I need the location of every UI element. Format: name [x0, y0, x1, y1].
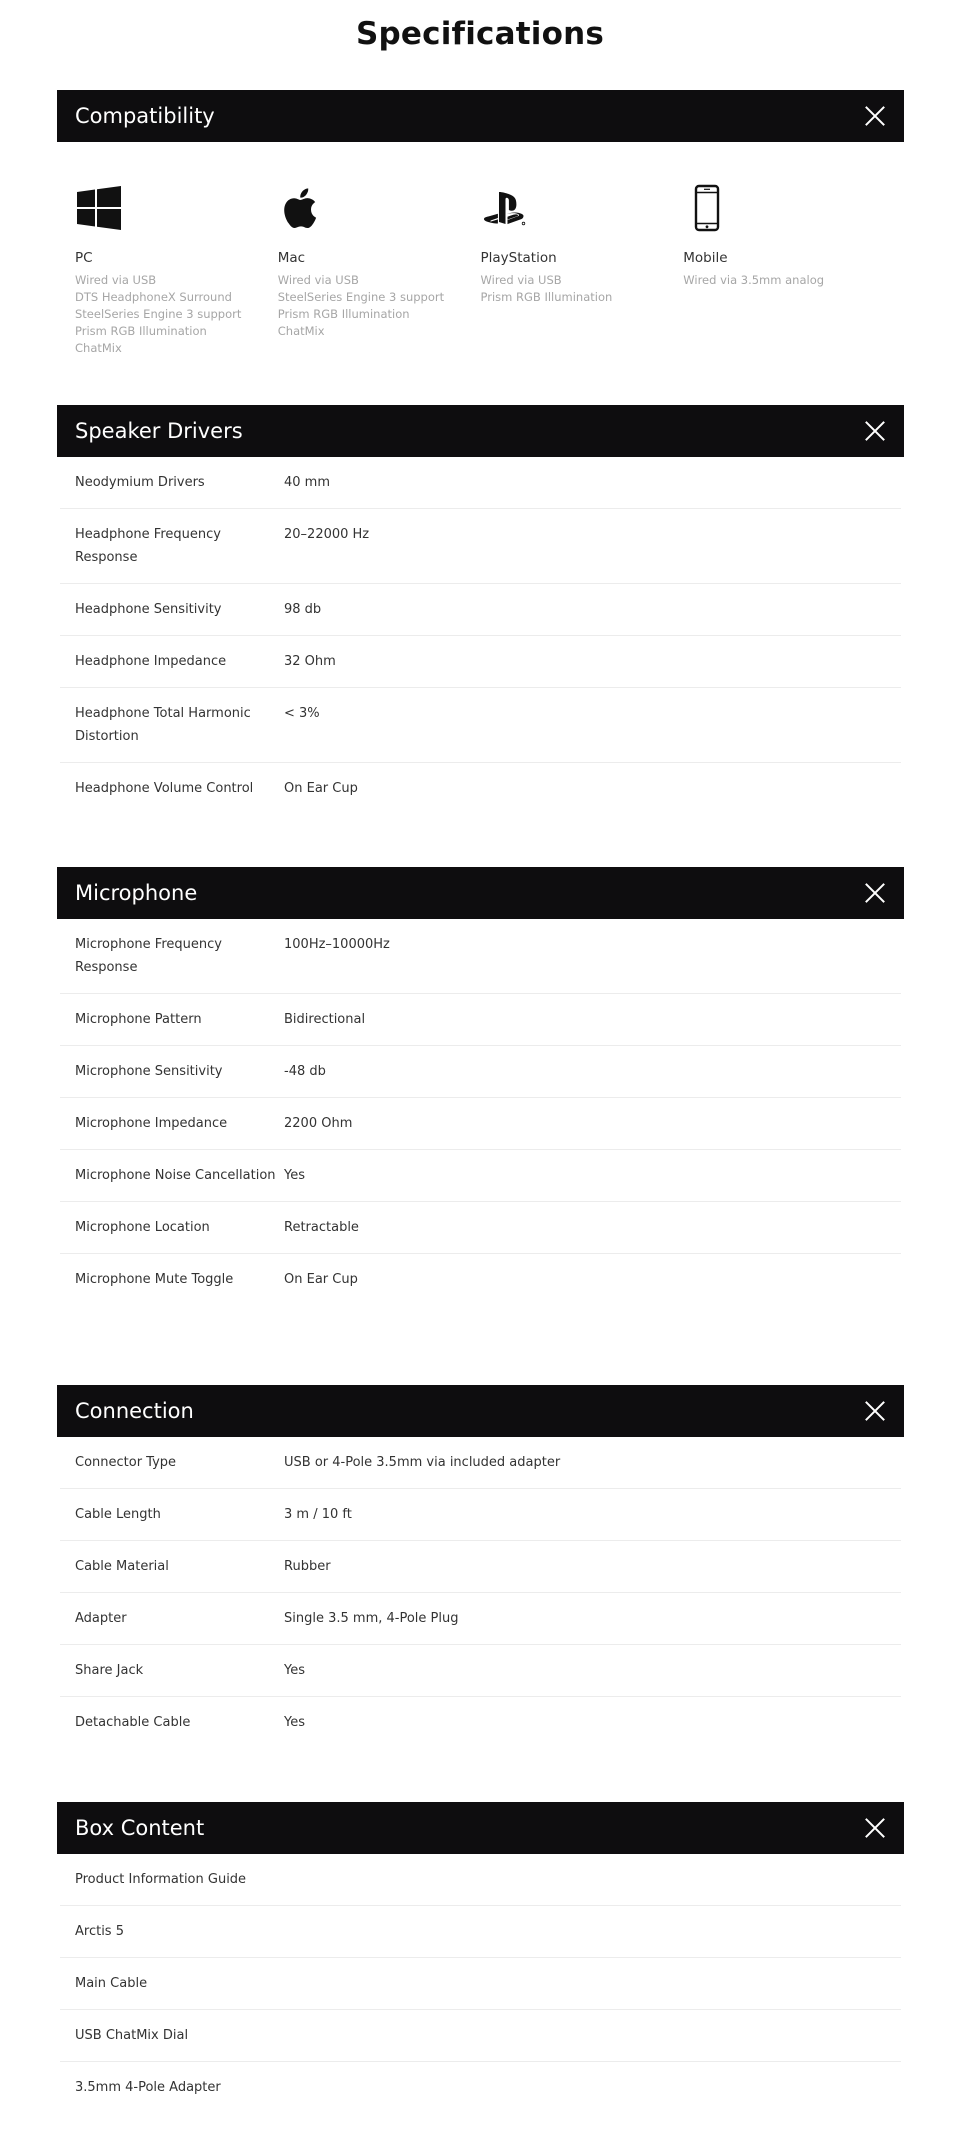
- table-row: [60, 763, 901, 814]
- platform-feature: ChatMix: [75, 341, 122, 355]
- compatibility-section: [57, 90, 904, 357]
- close-icon[interactable]: [864, 420, 886, 442]
- platform-feature: DTS HeadphoneX Surround: [75, 290, 232, 304]
- table-row: [60, 1645, 901, 1697]
- platform-feature: Wired via USB: [480, 273, 562, 287]
- speaker-drivers-section: [57, 405, 904, 814]
- box-item-label: USB ChatMix Dial: [75, 2028, 189, 2043]
- close-icon[interactable]: [864, 882, 886, 904]
- platform-name: Mobile: [683, 250, 728, 266]
- close-icon[interactable]: [864, 105, 886, 127]
- table-row: [60, 1202, 901, 1254]
- spec-label: Headphone Volume Control: [75, 781, 254, 796]
- table-row: [60, 1046, 901, 1098]
- microphone-table: [60, 919, 901, 1305]
- playstation-icon: [481, 184, 529, 232]
- list-item: [60, 1906, 901, 1958]
- platform-playstation: [481, 184, 684, 357]
- table-row: [60, 1437, 901, 1489]
- platform-pc: [75, 184, 278, 357]
- spec-value: Yes: [284, 1663, 305, 1678]
- spec-label: Microphone Sensitivity: [75, 1064, 223, 1079]
- box-item-label: Arctis 5: [75, 1924, 124, 1939]
- spec-value: Retractable: [284, 1220, 359, 1235]
- spec-label: Microphone Location: [75, 1220, 210, 1235]
- platform-feature: Prism RGB Illumination: [75, 324, 207, 338]
- box-item-label: Main Cable: [75, 1976, 148, 1991]
- spec-value: < 3%: [284, 706, 320, 721]
- platform-mobile: [683, 184, 886, 357]
- table-row: [60, 636, 901, 688]
- spec-label: Share Jack: [75, 1663, 144, 1678]
- spec-label: Neodymium Drivers: [75, 475, 205, 490]
- box-item-label: Product Information Guide: [75, 1872, 247, 1887]
- spec-label: Headphone Sensitivity: [75, 602, 222, 617]
- platform-name: PC: [75, 250, 93, 266]
- spec-value: 3 m / 10 ft: [284, 1507, 352, 1522]
- list-item: [60, 1958, 901, 2010]
- spec-label: Microphone Impedance: [75, 1116, 228, 1131]
- platform-feature: SteelSeries Engine 3 support: [75, 307, 242, 321]
- spec-label: Cable Length: [75, 1507, 161, 1522]
- compatibility-header[interactable]: [57, 90, 904, 142]
- page-title: Specifications: [355, 16, 604, 52]
- platform-name: PlayStation: [480, 250, 557, 266]
- connection-header[interactable]: [57, 1385, 904, 1437]
- table-row: [60, 1541, 901, 1593]
- speaker-drivers-header[interactable]: [57, 405, 904, 457]
- platform-feature: Wired via USB: [277, 273, 359, 287]
- table-row: [60, 584, 901, 636]
- connection-title: Connection: [75, 1399, 194, 1423]
- box-content-title: Box Content: [75, 1816, 205, 1840]
- box-content-section: [57, 1802, 904, 2113]
- platform-name: Mac: [277, 250, 306, 266]
- table-row: [60, 1254, 901, 1305]
- list-item: [60, 2062, 901, 2113]
- spec-label: Adapter: [75, 1611, 127, 1626]
- list-item: [60, 2010, 901, 2062]
- box-item-label: 3.5mm 4-Pole Adapter: [75, 2080, 221, 2095]
- apple-icon: [278, 184, 326, 232]
- platform-feature: Wired via USB: [75, 273, 157, 287]
- spec-value: 40 mm: [284, 475, 331, 490]
- table-row: [60, 1697, 901, 1748]
- spec-label: Headphone Frequency Response: [75, 527, 221, 565]
- table-row: [60, 1593, 901, 1645]
- spec-label: Microphone Frequency Response: [75, 937, 222, 975]
- spec-label: Connector Type: [75, 1455, 177, 1470]
- microphone-header[interactable]: [57, 867, 904, 919]
- spec-label: Microphone Pattern: [75, 1012, 202, 1027]
- microphone-section: [57, 867, 904, 1305]
- spec-value: 20–22000 Hz: [284, 527, 370, 542]
- spec-value: Bidirectional: [284, 1012, 366, 1027]
- spec-label: Detachable Cable: [75, 1715, 191, 1730]
- spec-value: Rubber: [284, 1559, 331, 1574]
- spec-value: -48 db: [284, 1064, 326, 1079]
- spec-value: Single 3.5 mm, 4-Pole Plug: [284, 1611, 459, 1626]
- spec-label: Cable Material: [75, 1559, 169, 1574]
- table-row: [60, 457, 901, 509]
- microphone-title: Microphone: [75, 881, 198, 905]
- mobile-phone-icon: [683, 184, 731, 232]
- connection-table: [60, 1437, 901, 1748]
- platform-feature: Prism RGB Illumination: [277, 307, 410, 321]
- spec-value: On Ear Cup: [284, 1272, 358, 1287]
- table-row: [60, 1098, 901, 1150]
- spec-label: Microphone Mute Toggle: [75, 1272, 234, 1287]
- table-row: [60, 509, 901, 584]
- close-icon[interactable]: [864, 1400, 886, 1422]
- platform-feature: SteelSeries Engine 3 support: [277, 290, 445, 304]
- list-item: [60, 1854, 901, 1906]
- connection-section: [57, 1385, 904, 1748]
- spec-value: 32 Ohm: [284, 654, 336, 669]
- spec-value: USB or 4-Pole 3.5mm via included adapter: [284, 1455, 561, 1470]
- windows-icon: [75, 184, 123, 232]
- spec-value: 2200 Ohm: [284, 1116, 353, 1131]
- box-content-header[interactable]: [57, 1802, 904, 1854]
- spec-label: Headphone Impedance: [75, 654, 227, 669]
- platform-mac: [278, 184, 481, 357]
- close-icon[interactable]: [864, 1817, 886, 1839]
- speaker-drivers-title: Speaker Drivers: [75, 419, 243, 443]
- speaker-drivers-table: [60, 457, 901, 814]
- spec-label: Headphone Total Harmonic Distortion: [75, 706, 251, 744]
- platform-feature: Wired via 3.5mm analog: [683, 273, 825, 287]
- spec-value: 100Hz–10000Hz: [284, 937, 390, 952]
- table-row: [60, 1150, 901, 1202]
- table-row: [60, 1489, 901, 1541]
- spec-value: Yes: [284, 1168, 305, 1183]
- compatibility-grid: [57, 142, 904, 357]
- box-content-list: [60, 1854, 901, 2113]
- spec-value: On Ear Cup: [284, 781, 358, 796]
- table-row: [60, 994, 901, 1046]
- platform-feature: Prism RGB Illumination: [480, 290, 613, 304]
- compatibility-title: Compatibility: [75, 104, 215, 128]
- table-row: [60, 919, 901, 994]
- spec-value: Yes: [284, 1715, 305, 1730]
- spec-label: Microphone Noise Cancellation: [75, 1168, 276, 1183]
- table-row: [60, 688, 901, 763]
- spec-value: 98 db: [284, 602, 322, 617]
- platform-feature: ChatMix: [277, 324, 325, 338]
